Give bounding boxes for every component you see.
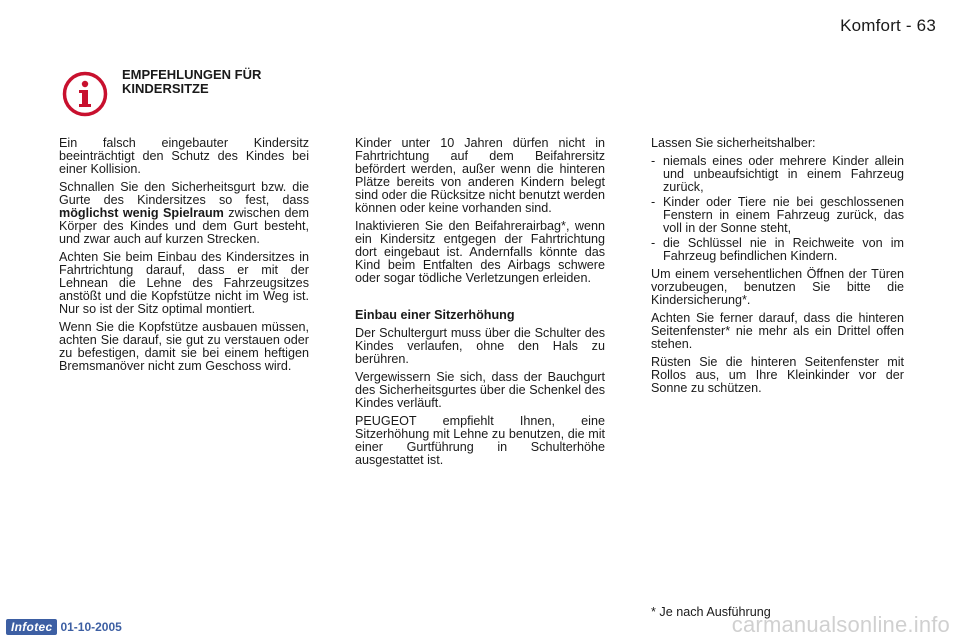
section-title-line1: EMPFEHLUNGEN FÜR [122, 67, 262, 82]
dash-marker: - [651, 195, 656, 209]
page-number-header: Komfort - 63 [840, 16, 936, 35]
list-item-text: die Schlüssel nie in Reichweite von im Fahrzeug befindlichen Kindern. [663, 236, 904, 263]
column-middle [355, 137, 605, 472]
paragraph-belt [59, 181, 309, 246]
text-run: Schnallen Sie den Sicherheitsgurt bzw. die Gurte des Kindersitzes so fest, dass [59, 180, 309, 207]
infotec-logo: Infotec [6, 619, 57, 635]
list-item-text: niemals eines oder mehrere Kinder allein und unbeaufsichtigt in einem Fahrzeug zurück, [663, 154, 904, 194]
dash-marker: - [651, 236, 656, 250]
list-item [651, 155, 904, 194]
paragraph: Achten Sie ferner darauf, dass die hinteren Seitenfenster* nie mehr als ein Drittel offen stehen. [651, 311, 904, 351]
text-run: zwischen dem Körper des Kindes und dem Gurt besteht, und zwar auch auf kurzen Strecken. [59, 206, 309, 246]
footnote: * Je nach Ausführung [651, 605, 771, 619]
watermark-text: carmanualsonline.info [731, 612, 950, 637]
paragraph: Der Schultergurt muss über die Schulter des Kindes verlaufen, ohne den Hals zu berühren. [355, 326, 605, 366]
paragraph: Vergewissern Sie sich, dass der Bauchgurt des Sicherheitsgurtes über die Schenkel des Kindes verläuft. [355, 370, 605, 410]
paragraph: PEUGEOT empfiehlt Ihnen, eine Sitzerhöhung mit Lehne zu benutzen, die mit einer Gurtführung in Schulterhöhe ausgestattet ist. [355, 414, 605, 467]
paragraph: Ein falsch eingebauter Kindersitz beeinträchtigt den Schutz des Kindes bei einer Kollision. [59, 136, 309, 176]
paragraph: Achten Sie beim Einbau des Kindersitzes in Fahrtrichtung darauf, dass er mit der Lehnean die Lehne des Fahrzeugsitzes anstößt und die Kopfstütze nicht im Weg ist. Nur so ist der Sitz optimal montiert. [59, 250, 309, 316]
dash-marker: - [651, 154, 656, 168]
paragraph: Kinder unter 10 Jahren dürfen nicht in Fahrtrichtung auf dem Beifahrersitz befördert werden, außer wenn die hinteren Plätze bereits von anderen Kindern belegt sind oder die Rücksitze nicht benutzt werden können oder keine vorhanden sind. [355, 136, 605, 215]
safety-list [651, 155, 904, 263]
section-title [122, 68, 322, 96]
paragraph: Rüsten Sie die hinteren Seitenfenster mit Rollos aus, um Ihre Kleinkinder vor der Sonne zu schützen. [651, 355, 904, 395]
list-item [651, 237, 904, 263]
info-icon [62, 71, 108, 117]
emphasis-text: möglichst wenig Spielraum [59, 206, 224, 220]
paragraph: Inaktivieren Sie den Beifahrerairbag*, wenn ein Kindersitz entgegen der Fahrtrichtung dort eingebaut ist. Andernfalls könnte das Kind beim Entfalten des Airbags schwere oder sogar tödliche Verletzungen erleiden. [355, 219, 605, 285]
paragraph-intro: Lassen Sie sicherheitshalber: [651, 136, 816, 150]
column-right [651, 137, 904, 400]
footer-date: 01-10-2005 [60, 620, 122, 634]
list-item [651, 196, 904, 235]
list-item-text: Kinder oder Tiere nie bei geschlossenen Fenstern in einem Fahrzeug zurück, das voll in der Sonne steht, [663, 195, 904, 235]
paragraph: Wenn Sie die Kopfstütze ausbauen müssen, achten Sie darauf, sie gut zu verstauen oder zu befestigen, damit sie bei einem heftigen Bremsmanöver nicht zum Geschoss wird. [59, 320, 309, 373]
section-title-line2: KINDERSITZE [122, 81, 209, 96]
column-left [59, 137, 309, 378]
paragraph: Um einem versehentlichen Öffnen der Türen vorzubeugen, benutzen Sie bitte die Kindersicherung*. [651, 267, 904, 307]
footer-strip [6, 619, 122, 635]
subsection-heading: Einbau einer Sitzerhöhung [355, 308, 515, 322]
